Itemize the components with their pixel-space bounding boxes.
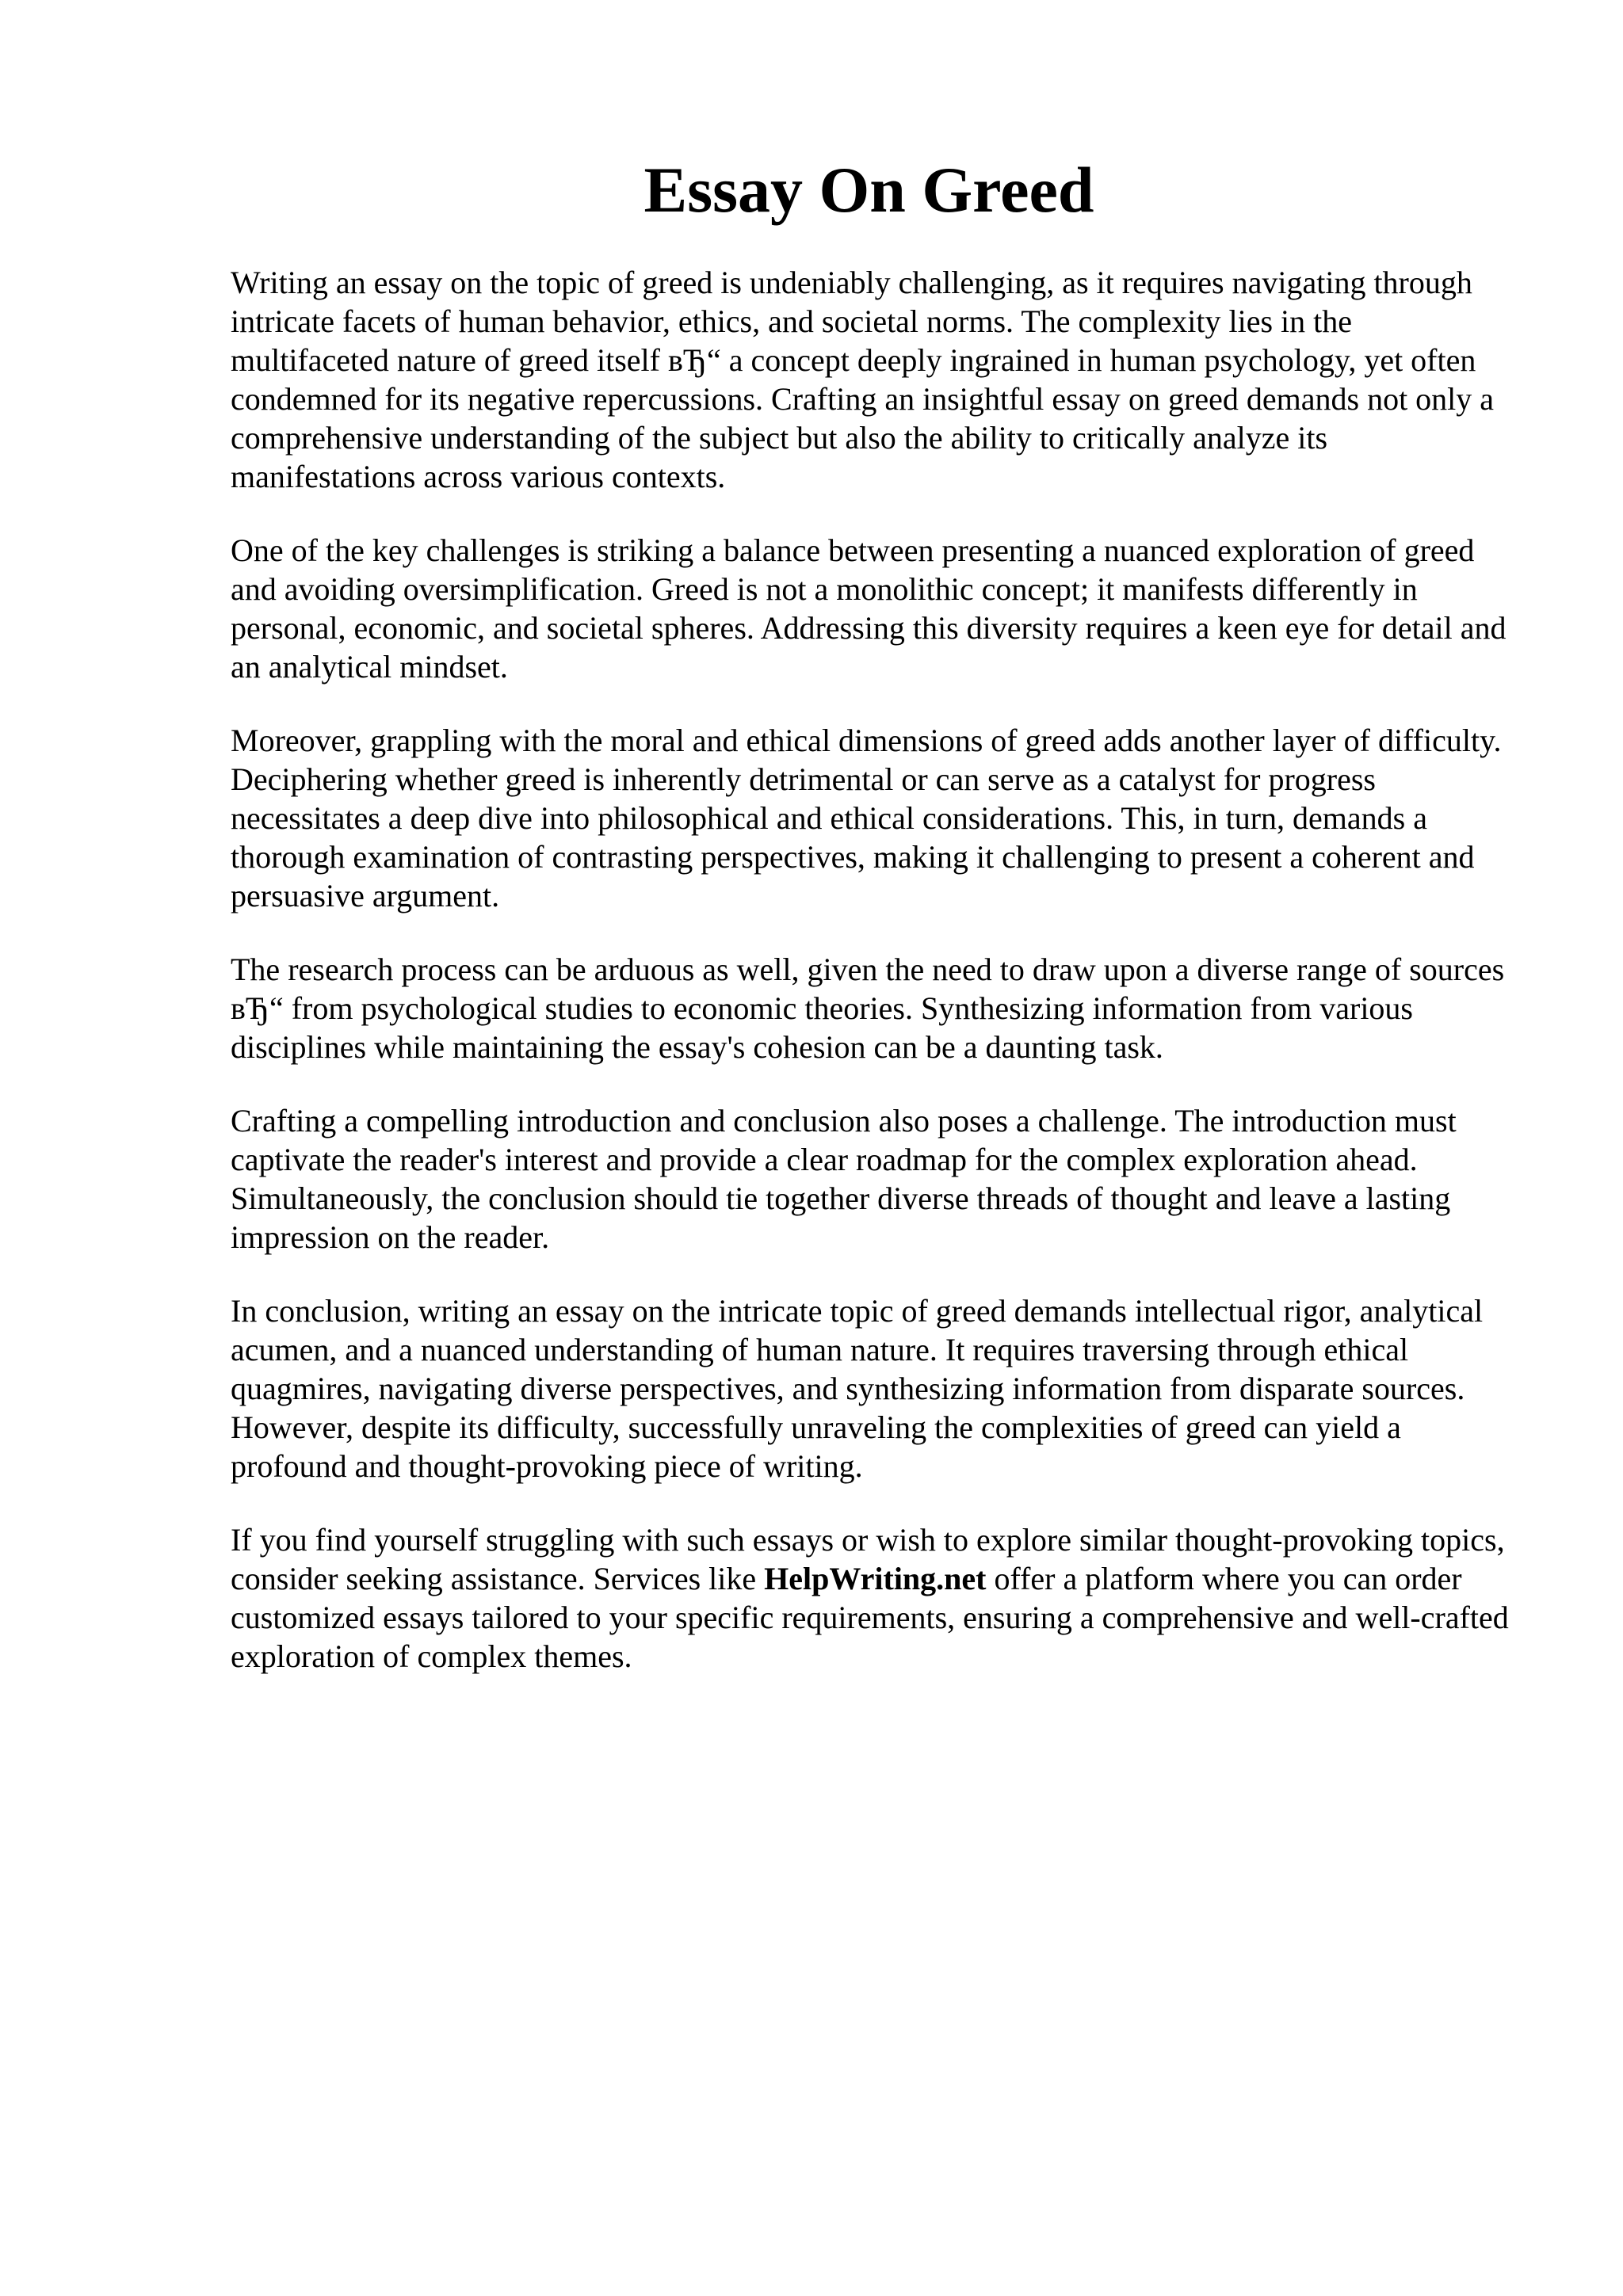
paragraph-2: One of the key challenges is striking a balance between presenting a nuanced exploration of greed and avoiding oversimplification. Greed is not a monolithic concept; it manifests differently in personal, economic, and societal spheres. Addressing this diversity requires a keen eye for detail and an analytical mindset. <box>231 532 1507 685</box>
helpwriting-link[interactable]: HelpWriting.net <box>764 1561 987 1596</box>
essay-body <box>231 263 1514 1711</box>
paragraph-4: The research process can be arduous as well, given the need to draw upon a diverse range of sources вЂ“ from psychological studies to economic theories. Synthesizing information from various disciplines while maintaining the essay's cohesion can be a daunting task. <box>231 952 1505 1065</box>
paragraph-1: Writing an essay on the topic of greed is undeniably challenging, as it requires navigating through intricate facets of human behavior, ethics, and societal norms. The complexity lies in the multifaceted nature of greed itself вЂ“ a concept deeply ingrained in human psychology, yet often condemned for its negative repercussions. Crafting an insightful essay on greed demands not only a comprehensive understanding of the subject but also the ability to critically analyze its manifestations across various contexts. <box>231 265 1495 494</box>
paragraph-6: In conclusion, writing an essay on the intricate topic of greed demands intellectual rigor, analytical acumen, and a nuanced understanding of human nature. It requires traversing through ethical quagmires, navigating diverse perspectives, and synthesizing information from disparate sources. However, despite its difficulty, successfully unraveling the complexities of greed can yield a profound and thought-provoking piece of writing. <box>231 1293 1484 1484</box>
paragraph-5: Crafting a compelling introduction and conclusion also poses a challenge. The introduction must captivate the reader's interest and provide a clear roadmap for the complex exploration ahead. Simultaneously, the conclusion should tie together diverse threads of thought and leave a lasting impression on the reader. <box>231 1103 1457 1255</box>
paragraph-closing <box>231 1520 1514 1676</box>
page-title: Essay On Greed <box>643 154 1094 226</box>
closing-text-before: If you find yourself struggling with such essays or wish to explore similar thought-provoking topics, consider seeking assistance. Services like <box>231 1522 1505 1596</box>
paragraph-3: Moreover, grappling with the moral and ethical dimensions of greed adds another layer of difficulty. Deciphering whether greed is inherently detrimental or can serve as a catalyst for progress necessitates a deep dive into philosophical and ethical considerations. This, in turn, demands a thorough examination of contrasting perspectives, making it challenging to present a coherent and persuasive argument. <box>231 723 1502 913</box>
closing-text-after: offer a platform where you can order customized essays tailored to your specific requirements, ensuring a comprehensive and well-crafted exploration of complex themes. <box>231 1561 1509 1674</box>
